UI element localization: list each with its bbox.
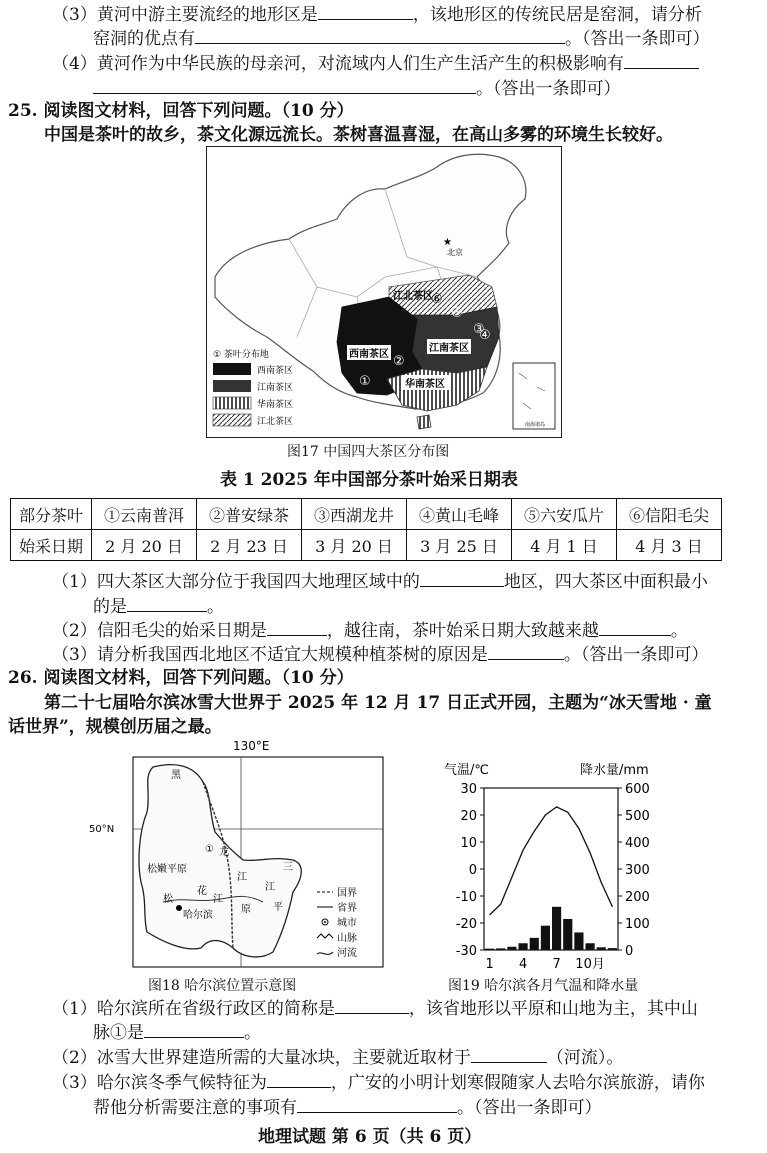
- q25-q3-text-b: 。（答出一条即可）: [563, 645, 709, 665]
- table-cell: 4 月 3 日: [617, 530, 722, 561]
- precip-bar: [574, 932, 583, 950]
- answer-blank[interactable]: [127, 595, 207, 612]
- huanan-label: 华南茶区: [405, 379, 445, 390]
- table-cell: 3 月 25 日: [407, 530, 512, 561]
- table-cell: ⑤六安瓜片: [512, 499, 617, 530]
- table-cell: 部分茶叶: [11, 499, 92, 530]
- q26-intro-2: 话世界”，规模创历届之最。: [8, 717, 222, 737]
- answer-blank[interactable]: [335, 997, 409, 1014]
- lat-label: 50°N: [89, 824, 115, 835]
- legend-item: 河流: [337, 948, 357, 959]
- tick-label-right: 300: [625, 863, 650, 878]
- q24-p3-text-d: 。（答出一条即可）: [565, 29, 710, 49]
- legend-xinan: 西南茶区: [257, 366, 294, 376]
- tick-label-left: 30: [460, 782, 477, 797]
- answer-blank[interactable]: [420, 570, 504, 587]
- tick-label-left: 20: [460, 809, 477, 824]
- map-char: 龙: [219, 847, 229, 858]
- beijing-label: 北京: [447, 248, 463, 257]
- map-char: 原: [241, 904, 251, 915]
- china-tea-map: [206, 146, 562, 460]
- q25-q2-line: [52, 619, 688, 642]
- plot-frame: [484, 788, 618, 950]
- table-caption: 表 1 2025 年中国部分茶叶始采日期表: [220, 470, 518, 490]
- q26-header: 26. 阅读图文材料，回答下列问题。（10 分）: [8, 668, 354, 688]
- map-char: 江: [237, 872, 247, 883]
- precip-bar: [552, 907, 561, 950]
- q24-line1: [52, 3, 702, 26]
- tea-date-table: [10, 498, 722, 561]
- tick-label-right: 600: [625, 782, 650, 797]
- tick-label-right: 200: [625, 890, 650, 905]
- q25-q2-text-c: 。: [670, 621, 688, 641]
- beijing-star-icon: ★: [443, 237, 452, 248]
- table-cell: ⑥信阳毛尖: [617, 499, 722, 530]
- precip-bar: [586, 943, 595, 950]
- q26-q3-text-a: （3）哈尔滨冬季气候特征为: [52, 1073, 267, 1093]
- q25-q1-text-b: 地区，四大茶区中面积最小: [503, 572, 708, 592]
- q26-intro-1: 第二十七届哈尔滨冰雪大世界于 2025 年 12 月 17 日正式开园，主题为“冰天雪地 · 童: [44, 693, 712, 713]
- q25-header: 25. 阅读图文材料，回答下列问题。（10 分）: [8, 101, 354, 121]
- q25-q2-text-b: ，越往南，茶叶始采日期大致越来越: [326, 621, 599, 641]
- harbin-location-map: [89, 739, 383, 972]
- legend-huanan: 华南茶区: [257, 400, 294, 410]
- marker-4: ④: [479, 328, 491, 343]
- q26-q1-text-a: （1）哈尔滨所在省级行政区的简称是: [52, 999, 335, 1019]
- q24-line3: [52, 52, 699, 75]
- harbin-climate-chart: [440, 758, 675, 983]
- harbin-city-icon: [176, 905, 182, 911]
- precip-bar: [519, 943, 528, 950]
- answer-blank[interactable]: [93, 77, 476, 94]
- page-footer: 地理试题 第 6 页（共 6 页）: [258, 1127, 482, 1147]
- q24-p3-text-b: ，该地形区的传统民居是窑洞，请分析: [412, 5, 702, 25]
- q24-line4: [93, 77, 621, 100]
- map-char: 黑: [171, 770, 181, 781]
- marker-1: ①: [359, 374, 371, 389]
- lon-label: 130°E: [233, 739, 270, 753]
- legend-item: 国界: [337, 888, 357, 899]
- tick-label-x: 1: [485, 957, 494, 972]
- map-char: 松: [163, 894, 173, 905]
- china-map-svg: [207, 147, 561, 437]
- legend-points-label: ① 茶叶分布地: [213, 350, 269, 360]
- precip-bar: [485, 949, 494, 950]
- tick-label-left: -20: [455, 917, 477, 932]
- precip-bar: [563, 919, 572, 950]
- answer-blank[interactable]: [624, 52, 699, 69]
- table-cell: 4 月 1 日: [512, 530, 617, 561]
- tick-label-x: 10月: [575, 957, 605, 972]
- tick-label-x: 4: [518, 957, 528, 972]
- marker-2: ②: [393, 354, 405, 369]
- q26-q1-line1: [52, 997, 698, 1020]
- answer-blank[interactable]: [318, 3, 413, 20]
- tick-label-right: 500: [625, 809, 650, 824]
- q25-q1-text-d: 。: [207, 597, 224, 617]
- table-cell: 2 月 23 日: [197, 530, 302, 561]
- tick-label-left: -30: [455, 944, 477, 959]
- map-char: 江: [265, 882, 275, 893]
- climate-chart-svg: [440, 758, 675, 983]
- harbin-label: 哈尔滨: [183, 910, 213, 921]
- q26-q1-text-d: 。: [244, 1023, 261, 1043]
- q25-q3-line: [52, 643, 708, 666]
- marker-1: ①: [205, 844, 214, 855]
- tick-label-left: -10: [455, 890, 477, 905]
- legend-item: 山脉: [337, 933, 357, 944]
- legend-jiangbei: 江北茶区: [257, 417, 294, 427]
- map-char: 平: [273, 902, 283, 913]
- songnen-label: 松嫩平原: [147, 864, 187, 875]
- map-char: 三: [283, 862, 293, 873]
- answer-blank[interactable]: [471, 1046, 547, 1063]
- table-cell: 始采日期: [11, 530, 92, 561]
- fig18-caption: 图18 哈尔滨位置示意图: [148, 978, 297, 994]
- table-cell: 3 月 20 日: [302, 530, 407, 561]
- answer-blank[interactable]: [599, 619, 671, 636]
- q24-p3-text-c: 窑洞的优点有: [93, 29, 195, 49]
- marker-5: ⑤: [451, 306, 463, 321]
- precip-bar: [541, 926, 550, 950]
- tick-label-left: 0: [468, 863, 477, 878]
- q25-q1-line1: [52, 570, 708, 593]
- precip-bar: [597, 947, 606, 950]
- q25-q3-text-a: （3）请分析我国西北地区不适宜大规模种植茶树的原因是: [52, 645, 488, 665]
- legend-jiangnan: 江南茶区: [257, 383, 294, 393]
- q25-q1-text-c: 的是: [93, 597, 127, 617]
- q26-q3-line1: [52, 1071, 705, 1094]
- table-cell: ①云南普洱: [92, 499, 197, 530]
- fig17-caption: 图17 中国四大茶区分布图: [287, 444, 450, 460]
- q24-p3-text-a: （3）黄河中游主要流经的地形区是: [52, 5, 318, 25]
- tick-label-right: 100: [625, 917, 650, 932]
- q25-q1-text-a: （1）四大茶区大部分位于我国四大地理区域中的: [52, 572, 420, 592]
- q26-q3-text-c: 帮他分析需要注意的事项有: [93, 1098, 297, 1118]
- q24-p4-text-b: 。（答出一条即可）: [476, 79, 621, 99]
- q24-p4-text-a: （4）黄河作为中华民族的母亲河，对流域内人们生产生活产生的积极影响有: [52, 54, 624, 74]
- q26-q2-text-a: （2）冰雪大世界建造所需的大量冰块，主要就近取材于: [52, 1048, 471, 1068]
- legend-item: 城市: [337, 918, 357, 929]
- answer-blank[interactable]: [144, 1021, 244, 1038]
- q26-q1-line2: [93, 1021, 261, 1044]
- table-cell: ④黄山毛峰: [407, 499, 512, 530]
- tick-label-right: 400: [625, 836, 650, 851]
- table-row: [11, 499, 722, 530]
- temperature-series-line: [490, 807, 613, 915]
- q26-q2-text-b: （河流）。: [546, 1048, 624, 1068]
- answer-blank[interactable]: [195, 27, 565, 44]
- ylabel-left: 气温/℃: [444, 763, 489, 778]
- harbin-map-svg: [89, 739, 383, 972]
- fig19-caption: 图19 哈尔滨各月气温和降水量: [448, 978, 639, 994]
- inset-label: 南海诸岛: [525, 422, 546, 428]
- ylabel-right: 降水量/mm: [580, 763, 649, 778]
- q26-q3-line2: [93, 1096, 602, 1119]
- precip-bar: [608, 948, 617, 950]
- table-row: [11, 530, 722, 561]
- marker-6: ⑥: [431, 292, 443, 307]
- table-cell: 2 月 20 日: [92, 530, 197, 561]
- tick-label-right: 0: [625, 944, 634, 959]
- xinan-label: 西南茶区: [349, 349, 389, 360]
- q26-q1-text-c: 脉①是: [93, 1023, 144, 1043]
- jiangnan-label: 江南茶区: [429, 343, 469, 354]
- map-char: 花: [197, 886, 207, 897]
- q26-q3-text-d: 。（答出一条即可）: [457, 1098, 602, 1118]
- q25-q1-line2: [93, 595, 224, 618]
- tick-label-left: 10: [460, 836, 477, 851]
- q24-line2: [93, 27, 710, 50]
- q25-q2-text-a: （2）信阳毛尖的始采日期是: [52, 621, 267, 641]
- precip-bar: [496, 948, 505, 950]
- answer-blank[interactable]: [297, 1096, 457, 1113]
- legend-item: 省界: [337, 903, 357, 914]
- q25-intro: 中国是茶叶的故乡，茶文化源远流长。茶树喜温喜湿，在高山多雾的环境生长较好。: [44, 125, 673, 145]
- answer-blank[interactable]: [267, 619, 327, 636]
- answer-blank[interactable]: [267, 1071, 331, 1088]
- precip-bar: [507, 947, 516, 950]
- map-char: 江: [213, 894, 223, 905]
- precip-bar: [530, 938, 539, 950]
- jiangbei-label: 江北茶区: [393, 291, 433, 302]
- tick-label-x: 7: [552, 957, 561, 972]
- table-cell: ②普安绿茶: [197, 499, 302, 530]
- marker-3: ③: [473, 322, 485, 337]
- q26-q1-text-b: ，该省地形以平原和山地为主，其中山: [408, 999, 698, 1019]
- answer-blank[interactable]: [488, 643, 564, 660]
- q26-q3-text-b: ，广安的小明计划寒假随家人去哈尔滨旅游，请你: [330, 1073, 705, 1093]
- map-legend: [213, 348, 293, 427]
- table-cell: ③西湖龙井: [302, 499, 407, 530]
- q26-q2-line: [52, 1046, 623, 1069]
